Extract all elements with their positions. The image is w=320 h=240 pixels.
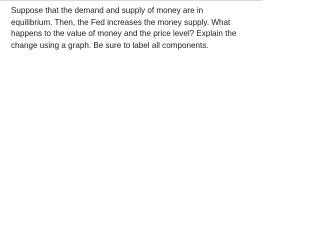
question-card	[0, 0, 262, 59]
question-line-2: equilibrium. Then, the Fed increases the money supply. What	[11, 17, 231, 27]
top-divider	[0, 0, 262, 1]
question-line-4: change using a graph. Be sure to label all components.	[11, 40, 209, 50]
question-line-3: happens to the value of money and the price level? Explain the	[11, 29, 237, 39]
question-line-1: Suppose that the demand and supply of money are in	[11, 6, 204, 15]
question-text	[11, 5, 261, 51]
